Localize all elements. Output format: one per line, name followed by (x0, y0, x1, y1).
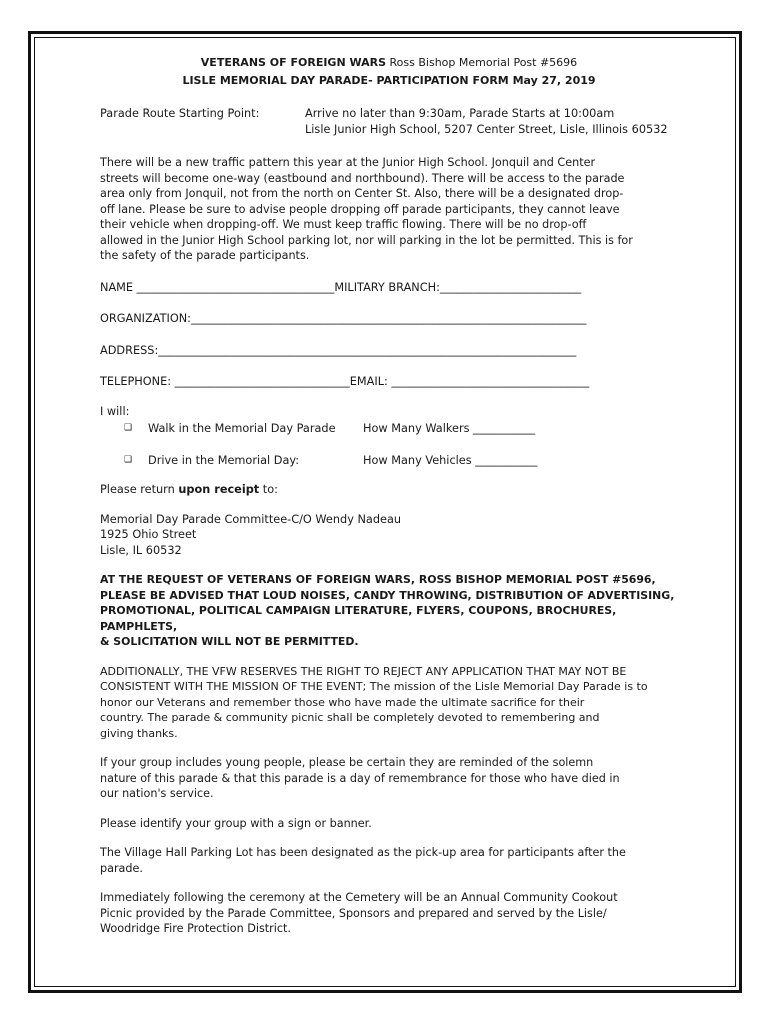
organization-field[interactable]: ORGANIZATION:______________________________________________________________________ (100, 312, 587, 325)
walkers-count-field[interactable]: How Many Walkers ___________ (363, 422, 536, 435)
young-line: nature of this parade & that this parade is a day of remembrance for those who have died in (100, 771, 620, 785)
notice-line: PLEASE BE ADVISED THAT LOUD NOISES, CANDY THROWING, DISTRIBUTION OF ADVERTISING, (100, 588, 675, 602)
notice-line: & SOLICITATION WILL NOT BE PERMITTED. (100, 635, 359, 648)
form-title: LISLE MEMORIAL DAY PARADE- PARTICIPATION FORM May 27, 2019 (182, 73, 596, 87)
address-line: Memorial Day Parade Committee-C/O Wendy Nadeau (100, 512, 402, 526)
post-name: Ross Bishop Memorial Post #5696 (386, 56, 578, 69)
address-line: Lisle, IL 60532 (100, 543, 182, 557)
return-suffix: to: (259, 483, 278, 496)
route-label: Parade Route Starting Point: (100, 107, 260, 120)
traffic-line: There will be a new traffic pattern this year at the Junior High School. Jonquil and Center (100, 156, 596, 169)
mission-line: ADDITIONALLY, THE VFW RESERVES THE RIGHT TO REJECT ANY APPLICATION THAT MAY NOT BE (100, 664, 627, 678)
mission-line: CONSISTENT WITH THE MISSION OF THE EVENT; The mission of the Lisle Memorial Day Parade is to (100, 680, 648, 693)
drive-option[interactable] (100, 453, 678, 469)
cookout-line: Woodridge Fire Protection District. (100, 922, 291, 935)
notice-line: AT THE REQUEST OF VETERANS OF FOREIGN WARS, ROSS BISHOP MEMORIAL POST #5696, (100, 573, 656, 586)
prohibition-notice (100, 572, 678, 650)
pickup-line: The Village Hall Parking Lot has been designated as the pick-up area for participants after the (100, 846, 626, 859)
pickup-line: parade. (100, 861, 143, 875)
return-prefix: Please return (100, 483, 179, 496)
traffic-line: their vehicle when dropping-off. We must keep traffic flowing. There will be no drop-off (100, 218, 587, 231)
traffic-line: off lane. Please be sure to advise people dropping off parade participants, they cannot leave (100, 202, 620, 216)
address-field[interactable]: ADDRESS:__________________________________________________________________________ (100, 343, 577, 357)
i-will-label: I will: (100, 404, 130, 418)
post-title (100, 55, 678, 71)
young-people-note (100, 755, 678, 802)
walk-label: Walk in the Memorial Day Parade (148, 422, 336, 435)
notice-line: PROMOTIONAL, POLITICAL CAMPAIGN LITERATURE, FLYERS, COUPONS, BROCHURES, PAMPHLETS, (100, 604, 617, 633)
cookout-line: Immediately following the ceremony at the Cemetery will be an Annual Community Cookout (100, 891, 618, 904)
sign-note: Please identify your group with a sign or banner. (100, 816, 372, 830)
checkbox-icon[interactable]: ❑ (124, 423, 133, 433)
traffic-line: allowed in the Junior High School parking lot, nor will parking in the lot be permitted. This is for (100, 233, 633, 247)
checkbox-icon[interactable]: ❑ (124, 454, 133, 465)
drive-label: Drive in the Memorial Day: (148, 453, 300, 467)
mailing-address (100, 512, 678, 559)
walk-option[interactable] (100, 421, 678, 437)
mission-line: giving thanks. (100, 726, 178, 740)
route-section (100, 106, 678, 138)
mission-statement (100, 664, 678, 742)
cookout-note (100, 890, 678, 937)
traffic-notice (100, 155, 678, 264)
cookout-line: Picnic provided by the Parade Committee, Sponsors and prepared and served by the Lisle/ (100, 906, 607, 920)
mission-line: country. The parade & community picnic shall be completely devoted to remembering and (100, 711, 600, 724)
young-line: our nation's service. (100, 787, 214, 800)
traffic-line: area only from Jonquil, not from the north on Center St. Also, there will be a designated drop- (100, 187, 624, 200)
telephone-email-field[interactable]: TELEPHONE: _______________________________EMAIL: ___________________________________ (100, 375, 590, 388)
pickup-note (100, 845, 678, 876)
route-time: Arrive no later than 9:30am, Parade Starts at 10:00am (305, 107, 615, 120)
return-instruction (100, 482, 678, 498)
mission-line: honor our Veterans and remember those who have made the ultimate sacrifice for their (100, 695, 585, 709)
young-line: If your group includes young people, please be certain they are reminded of the solemn (100, 756, 594, 769)
route-details (305, 106, 668, 138)
return-bold: upon receipt (178, 483, 260, 496)
vehicles-count-field[interactable]: How Many Vehicles ___________ (363, 453, 538, 467)
org-name: VETERANS OF FOREIGN WARS (200, 56, 387, 69)
traffic-line: streets will become one-way (eastbound and northbound). There will be access to the parade (100, 171, 625, 185)
name-branch-field[interactable]: NAME ___________________________________MILITARY BRANCH:_________________________ (100, 280, 582, 294)
address-line: 1925 Ohio Street (100, 528, 197, 541)
route-location: Lisle Junior High School, 5207 Center Street, Lisle, Illinois 60532 (305, 123, 668, 136)
form-document (100, 55, 678, 937)
traffic-line: the safety of the parade participants. (100, 249, 310, 262)
